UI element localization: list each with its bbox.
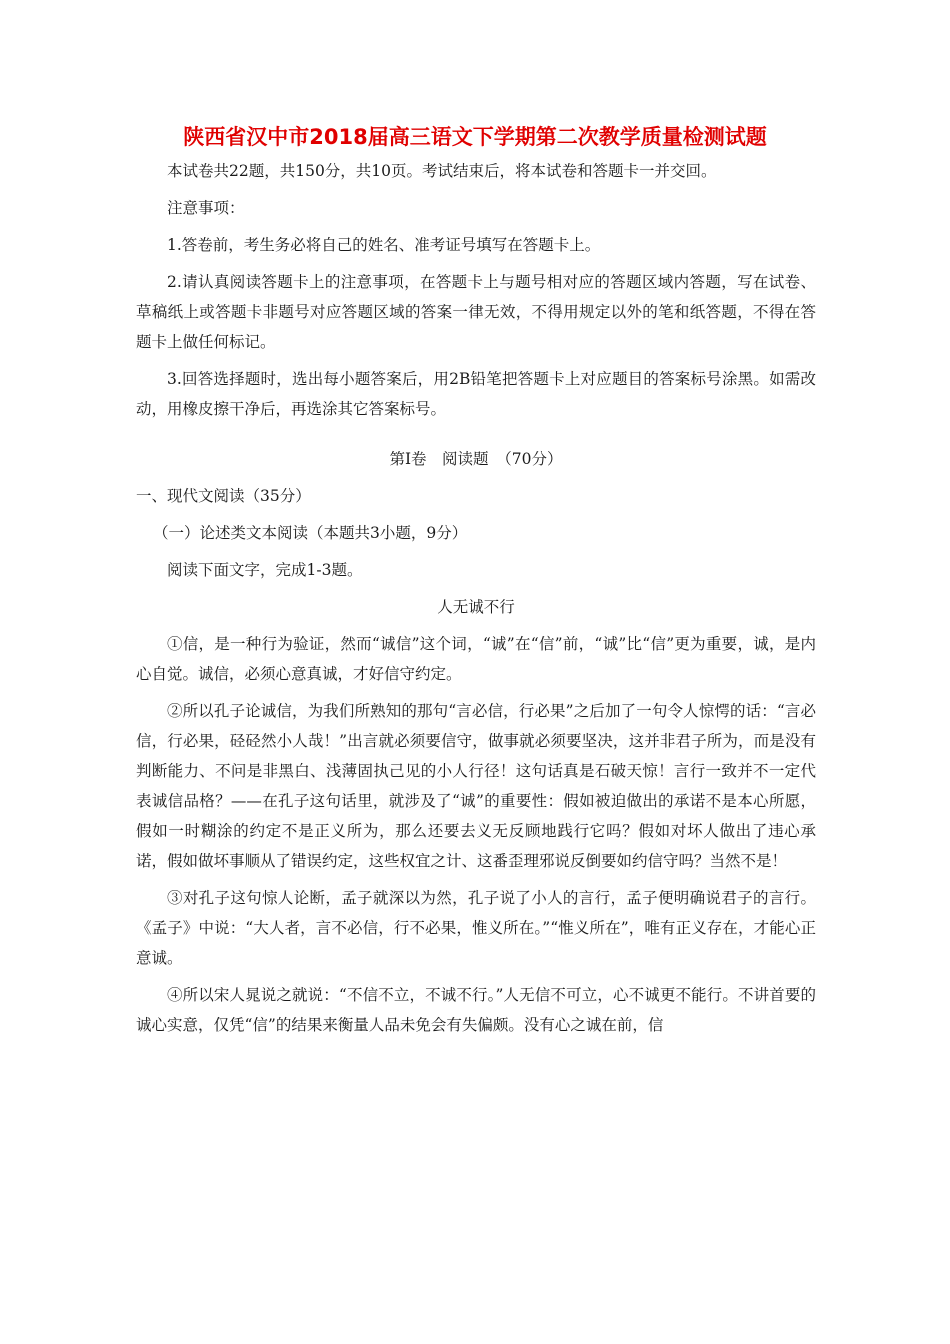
- volume-heading: 第Ⅰ卷 阅读题 （70分）: [389, 450, 563, 468]
- reading-instruction: 阅读下面文字，完成1-3题。: [167, 561, 363, 579]
- article-paragraph-3: ③对孔子这句惊人论断，孟子就深以为然，孔子说了小人的言行，孟子便明确说君子的言行。《孟子》中说：“大人者，言不必信，行不必果，惟义所在。”“惟义所在”，唯有正义存在，才能心正意诚。: [136, 889, 816, 967]
- exam-intro: 本试卷共22题，共150分，共10页。考试结束后，将本试卷和答题卡一并交回。: [167, 162, 717, 180]
- exam-title: 陕西省汉中市2018届高三语文下学期第二次教学质量检测试题: [183, 125, 767, 149]
- article-paragraph-1: ①信，是一种行为验证，然而“诚信”这个词，“诚”在“信”前，“诚”比“信”更为重要，诚，是内心自觉。诚信，必须心意真诚，才好信守约定。: [136, 635, 816, 683]
- article-paragraph-4: ④所以宋人晁说之就说：“不信不立，不诚不行。”人无信不可立，心不诚更不能行。不讲首要的诚心实意，仅凭“信”的结果来衡量人品未免会有失偏颇。没有心之诚在前，信: [136, 986, 816, 1034]
- notice-item-2: 2.请认真阅读答题卡上的注意事项，在答题卡上与题号相对应的答题区域内答题，写在试卷、草稿纸上或答题卡非题号对应答题区域的答案一律无效，不得用规定以外的笔和纸答题，不得在答题卡上做任何标记。: [136, 273, 816, 351]
- article-title: 人无诚不行: [437, 598, 515, 616]
- exam-body: [136, 156, 816, 1047]
- section-heading: 一、现代文阅读（35分）: [136, 487, 311, 505]
- article-paragraph-2: ②所以孔子论诚信，为我们所熟知的那句“言必信，行必果”之后加了一句令人惊愕的话：“言必信，行必果，硁硁然小人哉！”出言就必须要信守，做事就必须要坚决，这并非君子所为，而是没有判断能力、不问是非黑白、浅薄固执己见的小人行径！这句话真是石破天惊！言行一致并不一定代表诚信品格？——在孔子这句话里，就涉及了“诚”的重要性：假如被迫做出的承诺不是本心所愿，假如一时糊涂的约定不是正义所为，那么还要去义无反顾地践行它吗？假如对坏人做出了违心承诺，假如做坏事顺从了错误约定，这些权宜之计、这番歪理邪说反倒要如约信守吗？当然不是！: [136, 702, 816, 870]
- notice-heading: 注意事项：: [167, 199, 245, 217]
- notice-item-3: 3.回答选择题时，选出每小题答案后，用2B铅笔把答题卡上对应题目的答案标号涂黑。如需改动，用橡皮擦干净后，再选涂其它答案标号。: [136, 370, 816, 418]
- notice-item-1: 1.答卷前，考生务必将自己的姓名、准考证号填写在答题卡上。: [167, 236, 601, 254]
- subsection-heading: （一）论述类文本阅读（本题共3小题，9分）: [153, 524, 468, 542]
